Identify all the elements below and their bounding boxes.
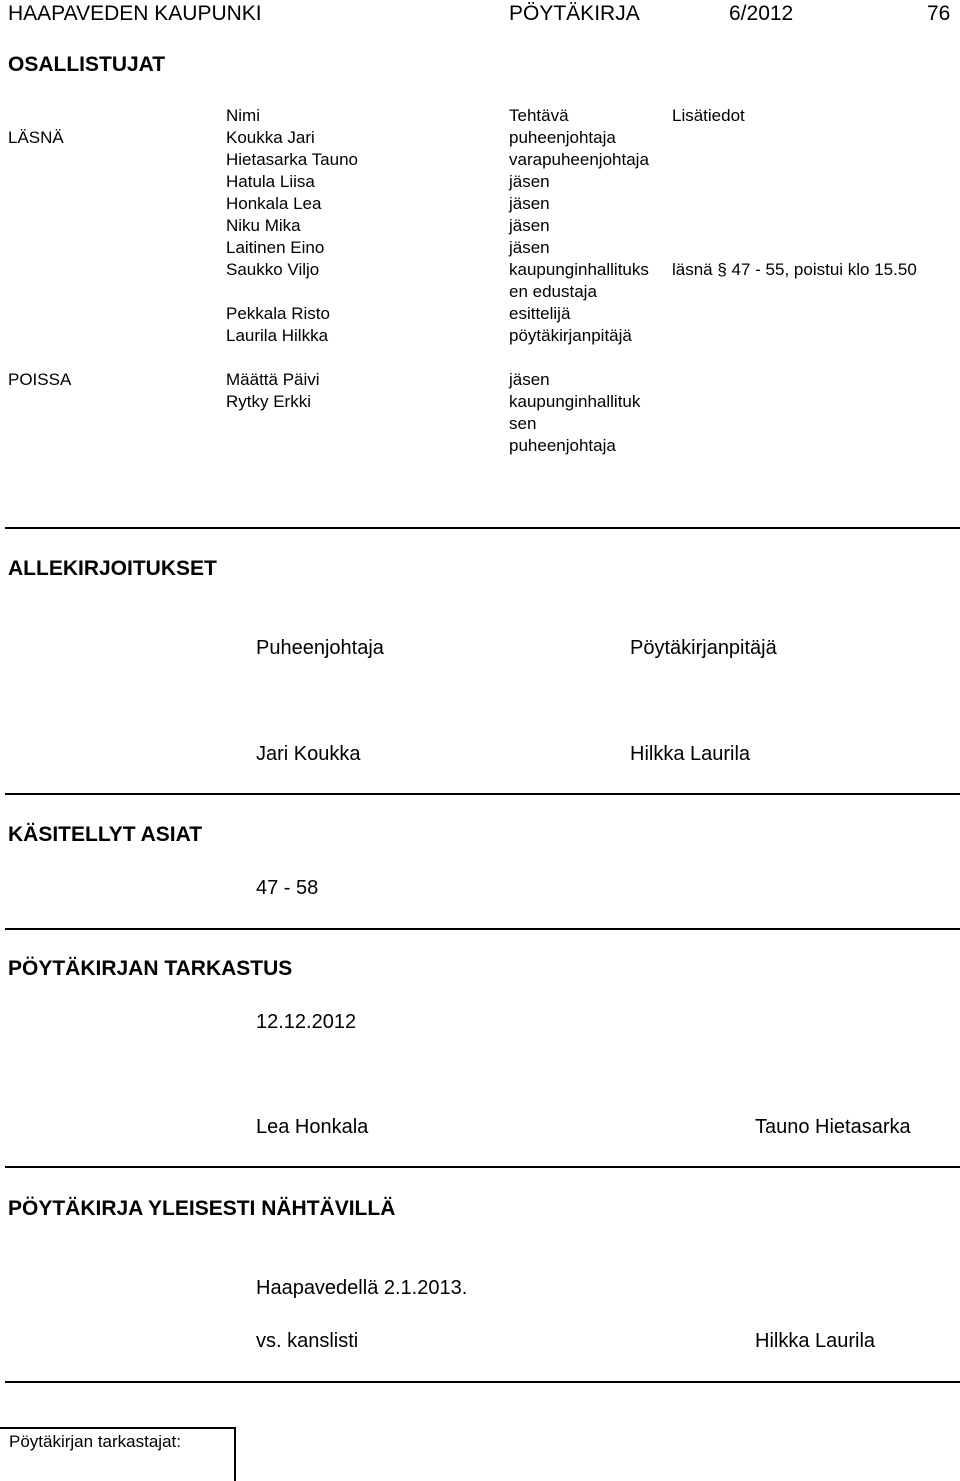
- chair-name: Jari Koukka: [256, 743, 361, 765]
- public-role: vs. kanslisti: [256, 1330, 359, 1352]
- public-title: PÖYTÄKIRJA YLEISESTI NÄHTÄVILLÄ: [8, 1197, 396, 1220]
- participant-role: kaupunginhallituk: [509, 392, 641, 411]
- participant-role: jäsen: [509, 238, 550, 257]
- participant-role: puheenjohtaja: [509, 436, 616, 455]
- participant-role: varapuheenjohtaja: [509, 150, 649, 169]
- participant-role: jäsen: [509, 370, 550, 389]
- items-range: 47 - 58: [256, 877, 319, 899]
- participant-role: jäsen: [509, 194, 550, 213]
- participant-name: Määttä Päivi: [226, 370, 320, 389]
- participant-role: sen: [509, 414, 537, 433]
- participant-name: Laurila Hilkka: [226, 326, 329, 345]
- section-divider: [5, 793, 960, 795]
- participant-name: Niku Mika: [226, 216, 301, 235]
- reviewer-name: Lea Honkala: [256, 1116, 369, 1138]
- absent-label: POISSA: [8, 370, 72, 389]
- signatures-title: ALLEKIRJOITUKSET: [8, 557, 217, 580]
- participant-name: Honkala Lea: [226, 194, 322, 213]
- chair-label: Puheenjohtaja: [256, 637, 384, 659]
- participant-role: esittelijä: [509, 304, 571, 323]
- participants-title: OSALLISTUJAT: [8, 53, 166, 76]
- public-name: Hilkka Laurila: [755, 1330, 876, 1352]
- col-role-header: Tehtävä: [509, 106, 569, 125]
- section-divider: [5, 928, 960, 930]
- participant-name: Pekkala Risto: [226, 304, 330, 323]
- page-number: 76: [927, 2, 951, 25]
- col-notes-header: Lisätiedot: [672, 106, 745, 125]
- org-name: HAAPAVEDEN KAUPUNKI: [8, 2, 262, 25]
- secretary-label: Pöytäkirjanpitäjä: [630, 637, 777, 659]
- reviewers-label: Pöytäkirjan tarkastajat:: [9, 1432, 181, 1451]
- participant-notes: läsnä § 47 - 55, poistui klo 15.50: [672, 260, 917, 279]
- review-date: 12.12.2012: [256, 1011, 357, 1033]
- participant-name: Laitinen Eino: [226, 238, 325, 257]
- secretary-name: Hilkka Laurila: [630, 743, 751, 765]
- participant-name: Rytky Erkki: [226, 392, 311, 411]
- participant-name: Koukka Jari: [226, 128, 315, 147]
- participant-name: Saukko Viljo: [226, 260, 320, 279]
- participant-role: jäsen: [509, 172, 550, 191]
- reviewer-name: Tauno Hietasarka: [755, 1116, 911, 1138]
- participant-role: en edustaja: [509, 282, 597, 301]
- participant-role: kaupunginhallituks: [509, 260, 649, 279]
- col-name-header: Nimi: [226, 106, 260, 125]
- participant-role: jäsen: [509, 216, 550, 235]
- section-divider: [5, 1381, 960, 1383]
- items-title: KÄSITELLYT ASIAT: [8, 823, 203, 846]
- participant-role: pöytäkirjanpitäjä: [509, 326, 632, 345]
- doc-number: 6/2012: [729, 2, 794, 25]
- participant-role: puheenjohtaja: [509, 128, 616, 147]
- review-title: PÖYTÄKIRJAN TARKASTUS: [8, 957, 293, 980]
- participant-name: Hatula Liisa: [226, 172, 315, 191]
- public-place-date: Haapavedellä 2.1.2013.: [256, 1277, 468, 1299]
- section-divider: [5, 1166, 960, 1168]
- doc-type: PÖYTÄKIRJA: [509, 2, 640, 25]
- section-divider: [5, 527, 960, 529]
- present-label: LÄSNÄ: [8, 128, 64, 147]
- participant-name: Hietasarka Tauno: [226, 150, 358, 169]
